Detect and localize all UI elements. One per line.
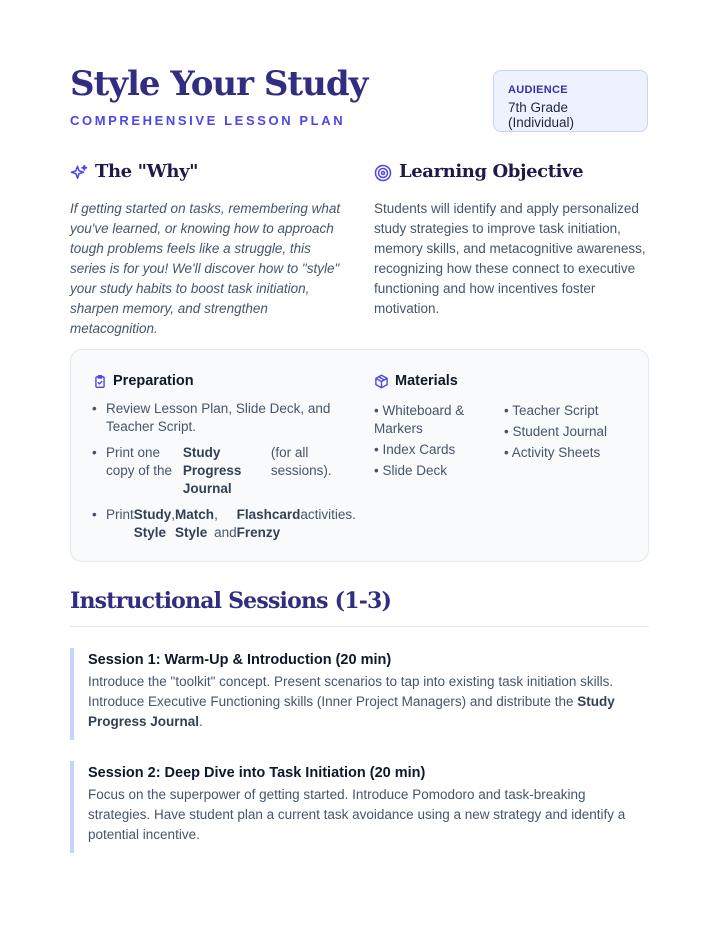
list-item: • Student Journal <box>504 424 608 439</box>
list-item: • Index Cards <box>374 442 456 457</box>
section-divider <box>70 626 649 627</box>
materials-list-2 <box>504 402 634 465</box>
prep-item-1: Review Lesson Plan, Slide Deck, and Teacher Script. <box>106 401 331 434</box>
session-1-end: . <box>199 714 203 729</box>
list-item <box>92 444 332 498</box>
box-icon <box>374 374 389 394</box>
sparkle-icon <box>70 164 88 187</box>
session-1-bold: Study Progress Journal <box>88 694 615 729</box>
prep-item-3-sep2: , and <box>214 507 237 540</box>
preparation-heading: Preparation <box>113 373 194 389</box>
list-item: • Teacher Script <box>504 403 599 418</box>
session-1 <box>70 648 649 740</box>
session-1-body <box>88 672 649 732</box>
list-item: • Whiteboard & Markers <box>374 403 465 436</box>
prep-item-3-end: activities. <box>300 507 356 522</box>
materials-heading: Materials <box>395 373 458 389</box>
prep-item-2-end: (for all sessions). <box>270 445 332 478</box>
study-progress-journal: Study Progress Journal <box>182 445 242 496</box>
list-item: • Slide Deck <box>374 463 448 478</box>
match-style-activity: Match Style <box>175 507 215 540</box>
session-1-title: Session 1: Warm-Up & Introduction (20 min) <box>88 652 392 668</box>
study-style-activity: Study Style <box>133 507 172 540</box>
objective-text: Students will identify and apply personalized study strategies to improve task initiation, memory skills, and metacognitive awareness, recognizing how these connect to executive functioning and how incentives foster motivation. <box>374 201 646 316</box>
page-title: Style Your Study <box>70 64 368 104</box>
prep-item-3-start: • Print <box>106 507 134 522</box>
audience-label: AUDIENCE <box>508 84 568 96</box>
why-heading: The "Why" <box>95 161 199 182</box>
audience-value: 7th Grade (Individual) <box>508 100 575 130</box>
session-2-text: Focus on the superpower of getting started. Introduce Pomodoro and task-breaking strategies. Have student plan a current task avoidance using a new strategy and identify a potential incentive. <box>88 787 626 842</box>
objective-heading: Learning Objective <box>399 161 584 182</box>
list-item <box>92 506 356 542</box>
audience-box <box>493 70 648 132</box>
session-2-title: Session 2: Deep Dive into Task Initiation (20 min) <box>88 765 426 781</box>
target-icon <box>374 164 392 187</box>
session-1-text: Introduce the "toolkit" concept. Present scenarios to tap into existing task initiation skills. Introduce Executive Functioning skills (Inner Project Managers) and distribute the <box>88 674 614 709</box>
list-item <box>92 400 332 436</box>
clipboard-icon <box>93 374 107 394</box>
page-subtitle: COMPREHENSIVE LESSON PLAN <box>70 113 346 128</box>
sessions-heading: Instructional Sessions (1-3) <box>70 588 392 614</box>
materials-list-1 <box>374 402 492 483</box>
session-2 <box>70 761 649 853</box>
prep-item-2-text: • Print one copy of the <box>106 445 173 478</box>
preparation-list <box>92 400 356 542</box>
flashcard-frenzy-activity: Flashcard Frenzy <box>236 507 301 540</box>
why-text: If getting started on tasks, remembering what you've learned, or knowing how to approach tough problems feels like a struggle, this series is for you! We'll discover how to "style" your study habits to boost task initiation, sharpen memory, and strengthen metacognition. <box>70 201 341 336</box>
prep-item-3-sep1: , <box>171 507 176 522</box>
list-item: • Activity Sheets <box>504 445 601 460</box>
